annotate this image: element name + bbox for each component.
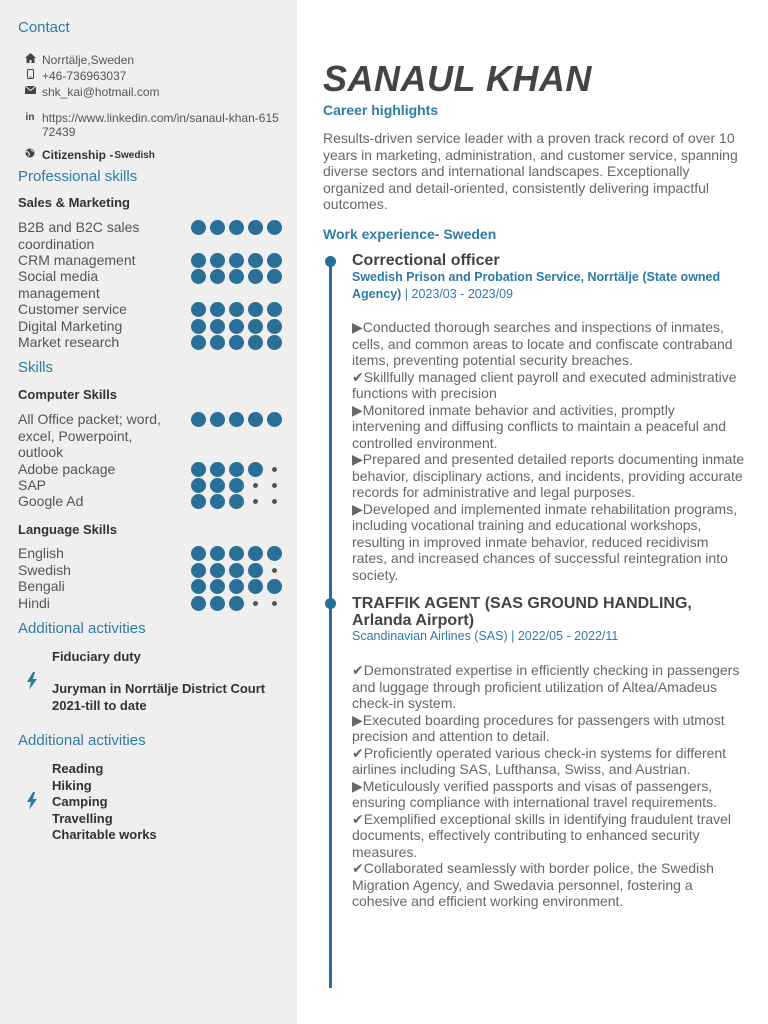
rating-dot-filled (191, 546, 206, 561)
rating-dot-filled (267, 412, 282, 427)
email-link[interactable]: shk_kai@hotmail.com (42, 85, 160, 99)
skill-rating (191, 318, 282, 334)
skill-rating (191, 493, 282, 509)
rating-dot-filled (229, 220, 244, 235)
rating-dot-filled (229, 494, 244, 509)
rating-dot-filled (248, 269, 263, 284)
rating-dot-empty (267, 478, 282, 493)
rating-dot-filled (191, 319, 206, 334)
additional-activities-title-2: Additional activities (18, 732, 146, 749)
contact-phone (24, 69, 126, 84)
sales-marketing-subtitle: Sales & Marketing (18, 195, 130, 210)
language-name: Bengali (18, 578, 65, 594)
rating-dot-filled (210, 478, 225, 493)
rating-dot-filled (191, 579, 206, 594)
rating-dot-filled (229, 269, 244, 284)
job-bullet: ▶Developed and implemented inmate rehabilitation programs, including vocational training and educational workshops, resulting in improved inmate behavior, reduced recidivism rates, and increased chances of successful reintegration into society. (352, 500, 738, 583)
job-bullet: ✔Proficiently operated various check-in systems for different airlines including SAS, Lufthansa, Swiss, and Austrian. (352, 744, 727, 777)
skill-name: Adobe package (18, 461, 116, 477)
mail-icon (24, 85, 36, 99)
activity-item: Travelling (52, 810, 113, 826)
skill-rating (191, 411, 282, 427)
language-row (18, 545, 288, 562)
citizenship-value: Swedish (114, 150, 155, 161)
sidebar (0, 0, 297, 1024)
job-bullet: ▶Monitored inmate behavior and activities, promptly intervening and diffusing conflicts to maintain a peaceful and controlled environment. (352, 401, 727, 451)
professional-skills-title: Professional skills (18, 168, 138, 185)
rating-dot-filled (210, 302, 225, 317)
rating-dot-empty (267, 596, 282, 611)
activity-list (52, 761, 157, 844)
job-bullet: ▶Conducted thorough searches and inspections of inmates, cells, and common areas to locate and confiscate contraband items, preventing potential security breaches. (352, 319, 733, 368)
rating-dot-filled (191, 478, 206, 493)
job-dates: | 2023/03 - 2023/09 (401, 286, 513, 301)
job-title: TRAFFIK AGENT (SAS GROUND HANDLING, Arlanda Airport) (352, 595, 692, 629)
skill-name: Social media management (18, 268, 100, 301)
language-row (18, 595, 288, 612)
rating-dot-filled (191, 412, 206, 427)
job-dates: | 2022/05 - 2022/11 (511, 629, 619, 643)
rating-dot-filled (191, 563, 206, 578)
job-bullet: ✔Collaborated seamlessly with border police, the Swedish Migration Agency, and Swedavia personnel, fostering a cohesive and efficient working environment. (352, 860, 714, 909)
activity-item: Hiking (52, 777, 92, 793)
activity-item: Reading (52, 761, 104, 776)
rating-dot-filled (267, 253, 282, 268)
home-icon (24, 53, 36, 68)
skill-name: B2B and B2C sales coordination (18, 219, 140, 252)
rating-dot-filled (210, 494, 225, 509)
rating-dot-filled (248, 546, 263, 561)
skill-rating (191, 334, 282, 350)
rating-dot-empty (248, 494, 263, 509)
timeline-dot (325, 598, 336, 609)
rating-dot-filled (229, 563, 244, 578)
language-name: Hindi (18, 595, 50, 611)
language-rating (191, 578, 282, 594)
rating-dot-filled (229, 478, 244, 493)
rating-dot-filled (267, 269, 282, 284)
skill-row (18, 252, 288, 269)
globe-icon (24, 148, 36, 163)
rating-dot-empty (248, 596, 263, 611)
rating-dot-filled (210, 269, 225, 284)
rating-dot-filled (210, 596, 225, 611)
skill-rating (191, 301, 282, 317)
rating-dot-filled (267, 546, 282, 561)
rating-dot-filled (210, 335, 225, 350)
job-bullet: ▶Meticulously verified passports and visas of passengers, ensuring compliance with international travel requirements. (352, 777, 717, 810)
timeline-line (329, 262, 332, 988)
rating-dot-filled (248, 579, 263, 594)
skill-row (18, 268, 288, 301)
language-rating (191, 562, 282, 578)
rating-dot-filled (248, 563, 263, 578)
contact-linkedin (24, 111, 286, 139)
rating-dot-filled (191, 494, 206, 509)
language-rating (191, 545, 282, 561)
rating-dot-filled (229, 253, 244, 268)
skill-name: CRM management (18, 252, 136, 268)
rating-dot-filled (229, 302, 244, 317)
skill-row (18, 334, 288, 351)
lightning-icon (26, 792, 38, 815)
rating-dot-filled (191, 253, 206, 268)
skill-row (18, 318, 288, 335)
rating-dot-filled (248, 220, 263, 235)
rating-dot-filled (248, 319, 263, 334)
rating-dot-filled (210, 412, 225, 427)
contact-address (24, 53, 134, 68)
job-org (352, 269, 742, 302)
rating-dot-filled (267, 335, 282, 350)
skill-rating (191, 477, 282, 493)
language-row (18, 578, 288, 595)
rating-dot-filled (210, 579, 225, 594)
rating-dot-empty (267, 563, 282, 578)
career-summary: Results-driven service leader with a proven track record of over 10 years in marketing, administration, and customer service, spanning diverse sectors and international landscapes. Exceptionally organized and detail-oriented, consistently delivering impactful outcomes. (323, 130, 738, 212)
rating-dot-filled (210, 253, 225, 268)
skill-row (18, 477, 288, 494)
job-bullets (352, 319, 747, 583)
skill-rating (191, 219, 282, 235)
rating-dot-filled (248, 302, 263, 317)
rating-dot-filled (267, 220, 282, 235)
rating-dot-filled (191, 220, 206, 235)
rating-dot-filled (210, 546, 225, 561)
rating-dot-filled (248, 462, 263, 477)
skill-rating (191, 461, 282, 477)
citizenship-label: Citizenship - (42, 148, 114, 162)
phone-icon (24, 69, 36, 84)
job-bullet: ✔Skillfully managed client payroll and executed administrative functions with precision (352, 368, 737, 401)
activity-item: Charitable works (52, 827, 157, 842)
rating-dot-filled (210, 462, 225, 477)
job-bullet: ✔Demonstrated expertise in efficiently checking in passengers and luggage through proficient utilization of Altea/Amadeus check-in system. (352, 662, 740, 711)
rating-dot-empty (267, 462, 282, 477)
skill-name: Google Ad (18, 493, 84, 509)
activity-item: Camping (52, 794, 108, 809)
job-title: Correctional officer (352, 252, 500, 269)
rating-dot-empty (267, 494, 282, 509)
rating-dot-filled (248, 412, 263, 427)
rating-dot-filled (248, 335, 263, 350)
rating-dot-filled (248, 253, 263, 268)
skill-rating (191, 252, 282, 268)
rating-dot-filled (191, 462, 206, 477)
rating-dot-filled (210, 319, 225, 334)
job-employer: Scandinavian Airlines (SAS) (352, 629, 512, 643)
contact-citizenship (24, 148, 155, 163)
work-experience-title: Work experience- Sweden (323, 226, 497, 242)
contact-email (24, 85, 160, 99)
skills-title: Skills (18, 359, 54, 376)
linkedin-link[interactable]: https://www.linkedin.com/in/sanaul-khan-61572439 (42, 111, 279, 139)
language-skills-subtitle: Language Skills (18, 522, 117, 537)
rating-dot-filled (229, 546, 244, 561)
address-text: Norrtälje,Sweden (42, 53, 135, 67)
main-content (297, 0, 768, 1024)
language-name: Swedish (18, 562, 71, 578)
rating-dot-filled (229, 335, 244, 350)
contact-title: Contact (18, 19, 70, 36)
linkedin-icon: in (25, 112, 35, 123)
rating-dot-filled (229, 412, 244, 427)
job-bullet: ▶Executed boarding procedures for passengers with utmost precision and attention to detail. (352, 711, 725, 744)
skill-row (18, 219, 288, 252)
job-bullet: ✔Exemplified exceptional skills in identifying fraudulent travel documents, effectively contributing to enhanced security measures. (352, 810, 732, 860)
language-name: English (18, 545, 64, 561)
rating-dot-filled (191, 335, 206, 350)
skill-name: Digital Marketing (18, 318, 123, 334)
language-rating (191, 595, 282, 611)
skill-rating (191, 268, 282, 284)
resume-name: SANAUL KHAN (323, 58, 592, 99)
skill-row (18, 493, 288, 510)
rating-dot-filled (191, 269, 206, 284)
phone-text[interactable]: +46-736963037 (42, 69, 127, 83)
rating-dot-filled (267, 302, 282, 317)
computer-skills-subtitle: Computer Skills (18, 387, 117, 402)
skill-name: All Office packet; word, excel, Powerpoint, outlook (18, 411, 161, 460)
rating-dot-filled (267, 319, 282, 334)
rating-dot-filled (191, 302, 206, 317)
rating-dot-filled (210, 563, 225, 578)
skill-row (18, 301, 288, 318)
rating-dot-filled (267, 579, 282, 594)
timeline-dot (325, 256, 336, 267)
rating-dot-filled (229, 596, 244, 611)
job-bullet: ▶Prepared and presented detailed reports documenting inmate behavior, disciplinary actions, and incidents, providing accurate records for administrative and legal purposes. (352, 451, 745, 500)
skill-name: SAP (18, 477, 47, 493)
skill-row (18, 461, 288, 478)
job-org (352, 628, 742, 645)
job-employer: Swedish Prison and Probation Service, Norrtälje (State owned Agency) (352, 270, 721, 301)
language-row (18, 562, 288, 579)
career-highlights-title: Career highlights (323, 102, 439, 118)
rating-dot-filled (210, 220, 225, 235)
rating-dot-filled (229, 579, 244, 594)
rating-dot-filled (191, 596, 206, 611)
rating-dot-filled (229, 319, 244, 334)
activity-fiduciary: Fiduciary duty (52, 649, 141, 664)
skill-row (18, 411, 288, 461)
activity-juryman: Juryman in Norrtälje District Court 2021-till to date (52, 681, 266, 713)
lightning-icon (26, 672, 38, 695)
job-bullets (352, 662, 747, 910)
rating-dot-empty (248, 478, 263, 493)
rating-dot-filled (229, 462, 244, 477)
additional-activities-title: Additional activities (18, 620, 146, 637)
skill-name: Market research (18, 334, 120, 350)
skill-name: Customer service (18, 301, 127, 317)
